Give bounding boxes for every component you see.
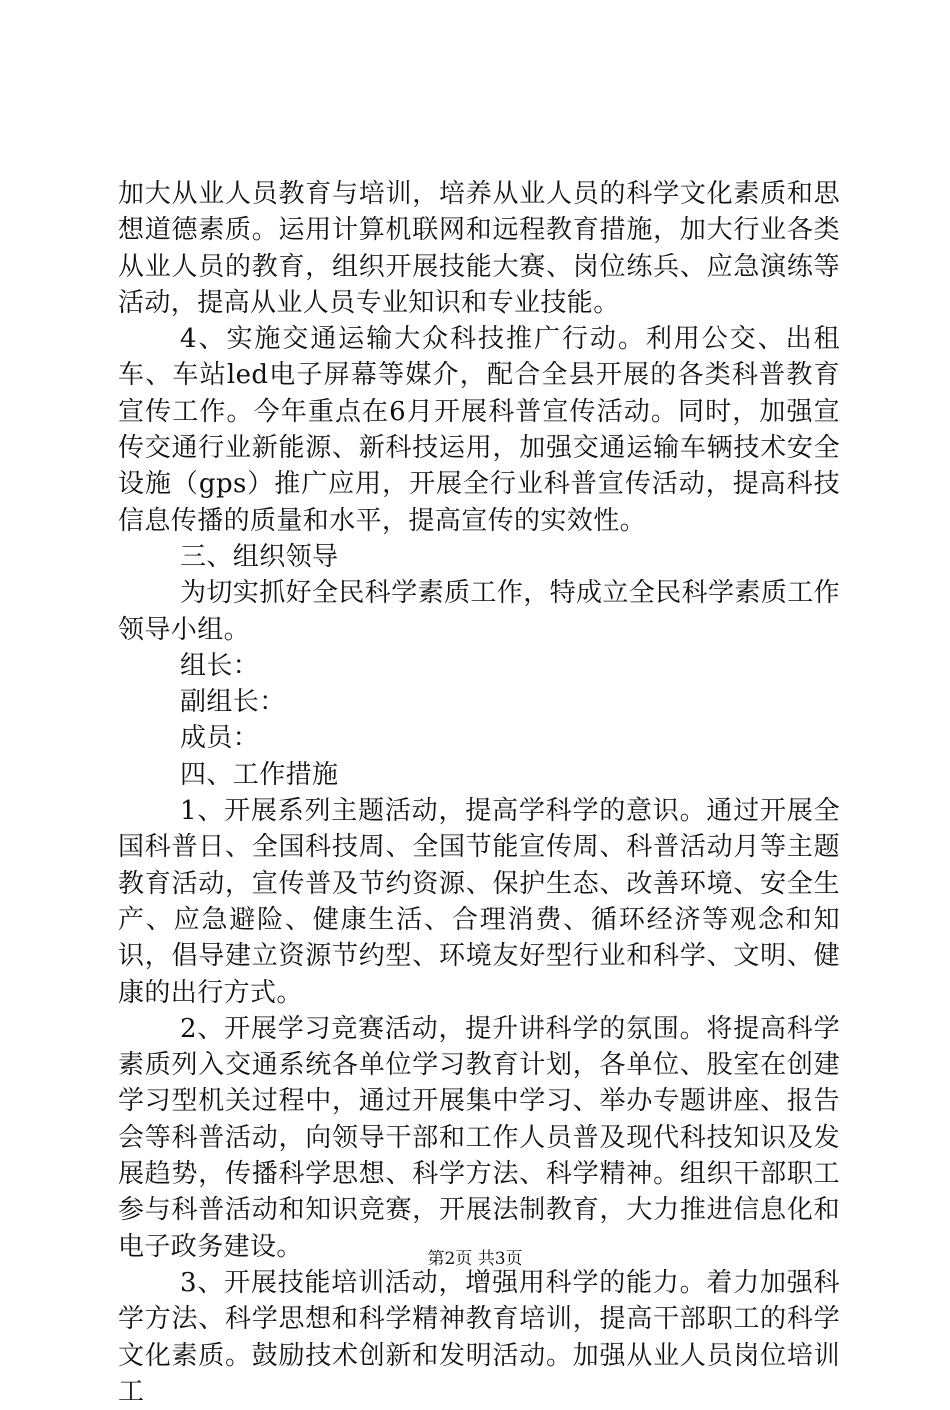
members-line: 成员：	[180, 723, 260, 754]
deputy-leader-line: 副组长：	[180, 687, 286, 718]
paragraph-5: 2、开展学习竞赛活动，提升讲科学的氛围。将提高科学素质列入交通系统各单位学习教育计划，各单位、股室在创建学习型机关过程中，通过开展集中学习、举办专题讲座、报告会等科普活动，向领导干部和工作人员普及现代科技知识及发展趋势，传播科学思想、科学方法、科学精神。组织干部职工参与科普活动和知识竞赛，开展法制教育，大力推进信息化和电子政务建设。	[118, 1013, 840, 1262]
paragraph-3: 为切实抓好全民科学素质工作，特成立全民科学素质工作领导小组。	[118, 578, 841, 645]
paragraph-1: 加大从业人员教育与培训，培养从业人员的科学文化素质和思想道德素质。运用计算机联网和远程教育措施，加大行业各类从业人员的教育，组织开展技能大赛、岗位练兵、应急演练等活动，提高从业人员专业知识和专业技能。	[118, 179, 840, 318]
paragraph-2: 4、实施交通运输大众科技推广行动。利用公交、出租车、车站led电子屏幕等媒介，配合全县开展的各类科普教育宣传工作。今年重点在6月开展科普宣传活动。同时，加强宣传交通行业新能源、新科技运用，加强交通运输车辆技术安全设施（gps）推广应用，开展全行业科普宣传活动，提高科技信息传播的质量和水平，提高宣传的实效性。	[118, 324, 840, 536]
paragraph-6: 3、开展技能培训活动，增强用科学的能力。着力加强科学方法、科学思想和科学精神教育培训，提高干部职工的科学文化素质。鼓励技术创新和发明活动。加强从业人员岗位培训工	[118, 1267, 840, 1407]
section-heading-measures: 四、工作措施	[180, 759, 339, 790]
page-footer: 第2页 共3页	[427, 1249, 523, 1269]
group-leader-line: 组长：	[180, 650, 260, 681]
document-body	[118, 176, 840, 1410]
paragraph-4: 1、开展系列主题活动，提高学科学的意识。通过开展全国科普日、全国科技周、全国节能宣传周、科普活动月等主题教育活动，宣传普及节约资源、保护生态、改善环境、安全生产、应急避险、健康生活、合理消费、循环经济等观念和知识，倡导建立资源节约型、环境友好型行业和科学、文明、健康的出行方式。	[118, 796, 840, 1008]
section-heading-organization: 三、组织领导	[180, 541, 339, 572]
